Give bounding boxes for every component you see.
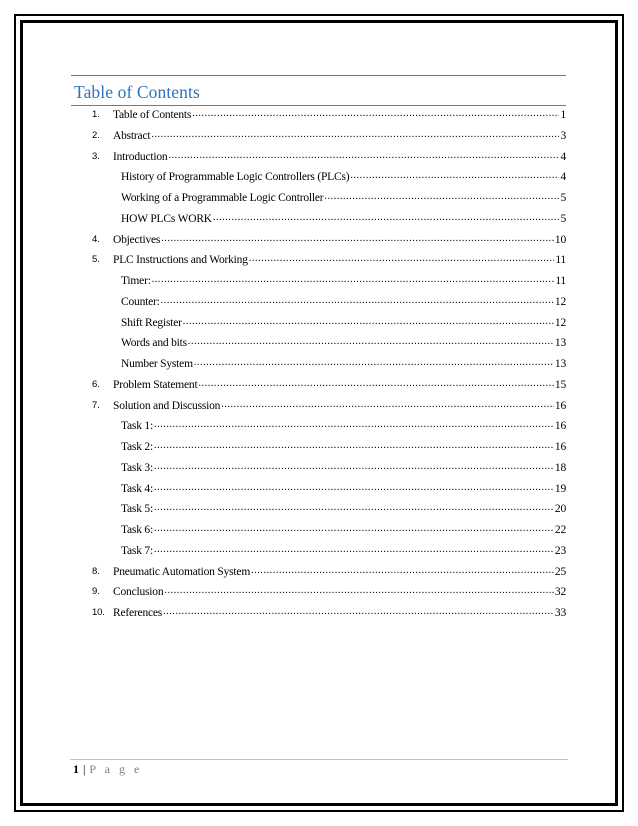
toc-entry[interactable] (121, 545, 566, 565)
toc-entry[interactable] (121, 213, 566, 233)
toc-entry-number: 7. (92, 399, 100, 411)
toc-entry[interactable] (121, 171, 566, 191)
toc-dot-leader (183, 315, 554, 327)
toc-dot-leader (251, 564, 554, 576)
footer-separator: | (83, 762, 86, 776)
toc-entry-title: Introduction (113, 150, 168, 163)
toc-entry-page: 16 (554, 441, 566, 453)
toc-dot-leader (154, 460, 554, 472)
toc-entry[interactable] (121, 337, 566, 357)
toc-entry-title: Task 5: (121, 503, 153, 516)
toc-entry-title: Pneumatic Automation System (113, 565, 251, 578)
toc-entry[interactable] (92, 378, 566, 399)
footer-rule (70, 759, 568, 760)
toc-dot-leader (163, 605, 554, 617)
toc-entry-page: 33 (554, 607, 566, 619)
footer-page-number: 1 (73, 762, 79, 776)
toc-entry-page: 3 (560, 129, 566, 142)
toc-entry-title: Problem Statement (113, 378, 198, 391)
toc-entry[interactable] (121, 483, 566, 503)
toc-entry-number: 2. (92, 129, 100, 141)
toc-entry-title: Table of Contents (113, 109, 192, 121)
toc-dot-leader (151, 128, 559, 140)
toc-dot-leader (164, 584, 554, 596)
toc-entry-number: 10. (92, 607, 105, 618)
toc-entry-number: 1. (92, 109, 100, 120)
toc-heading: Table of Contents (74, 82, 200, 102)
toc-entry-page: 22 (554, 524, 566, 536)
toc-entry-page: 16 (554, 420, 566, 433)
toc-dot-leader (154, 481, 554, 493)
toc-entry[interactable] (121, 275, 566, 295)
footer-page-word: P a g e (89, 762, 143, 776)
toc-entry-number: 8. (92, 565, 100, 577)
toc-entry-title: Solution and Discussion (113, 399, 221, 412)
toc-entry-title: Task 4: (121, 482, 153, 495)
toc-entry-page: 4 (560, 171, 566, 184)
toc-entry[interactable] (121, 192, 566, 212)
toc-dot-leader (192, 107, 559, 119)
toc-dot-leader (154, 439, 554, 451)
toc-entry[interactable] (121, 462, 566, 482)
toc-entry-title: Conclusion (113, 586, 164, 599)
title-top-rule (71, 75, 566, 76)
toc-entry-title: Abstract (113, 129, 151, 142)
toc-entry-page: 32 (554, 586, 566, 599)
toc-dot-leader (249, 252, 555, 264)
toc-entry-page: 11 (555, 254, 566, 267)
toc-entry-number: 5. (92, 254, 100, 266)
toc-entry-title: Words and bits (121, 337, 187, 350)
toc-entry[interactable] (121, 441, 566, 461)
toc-entry-page: 16 (554, 399, 566, 412)
toc-entry-page: 11 (555, 275, 566, 287)
toc-entry[interactable] (92, 254, 566, 274)
toc-entry-number: 4. (92, 233, 100, 245)
title-bottom-rule (71, 105, 566, 106)
toc-dot-leader (168, 149, 559, 161)
toc-dot-leader (350, 169, 559, 181)
toc-dot-leader (213, 211, 560, 223)
toc-entry-title: HOW PLCs WORK (121, 212, 212, 225)
toc-entry-page: 5 (560, 212, 566, 225)
toc-entry-page: 1 (560, 109, 566, 121)
toc-entry-page: 20 (554, 503, 566, 516)
toc-dot-leader (161, 294, 554, 306)
toc-entry-title: Task 2: (121, 441, 153, 453)
toc-entry-title: References (113, 607, 163, 619)
toc-entry-title: Task 1: (121, 420, 153, 433)
toc-entry-page: 10 (554, 233, 566, 246)
toc-entry-title: Number System (121, 358, 193, 370)
toc-entry[interactable] (92, 150, 566, 171)
toc-entry-page: 23 (554, 544, 566, 557)
toc-entry[interactable] (92, 399, 566, 420)
toc-entry[interactable] (121, 317, 566, 337)
toc-entry-title: Counter: (121, 295, 160, 308)
toc-entry[interactable] (92, 233, 566, 254)
toc-dot-leader (154, 418, 554, 430)
toc-entry-page: 13 (554, 358, 566, 370)
toc-entry[interactable] (121, 503, 566, 523)
toc-dot-leader (154, 522, 554, 534)
toc-entry[interactable] (92, 109, 566, 129)
toc-dot-leader (194, 356, 554, 368)
toc-entry-page: 19 (554, 482, 566, 495)
toc-entry-title: Shift Register (121, 316, 182, 329)
toc-dot-leader (161, 232, 554, 244)
toc-entry[interactable] (121, 296, 566, 316)
toc-entry-page: 13 (554, 337, 566, 350)
toc-entry[interactable] (92, 607, 566, 627)
toc-entry-title: Objectives (113, 233, 161, 246)
toc-entry-number: 3. (92, 150, 100, 162)
page-footer (73, 762, 142, 777)
toc-entry-number: 6. (92, 378, 100, 390)
toc-entry-page: 25 (554, 565, 566, 578)
toc-dot-leader (154, 501, 554, 513)
toc-entry-title: Timer: (121, 275, 151, 287)
toc-entry-title: Task 7: (121, 544, 153, 557)
toc-entry-page: 12 (554, 295, 566, 308)
toc-dot-leader (198, 377, 553, 389)
toc-entry[interactable] (121, 358, 566, 378)
toc-dot-leader (154, 543, 554, 555)
toc-entry-title: PLC Instructions and Working (113, 254, 248, 267)
toc-entry-page: 15 (554, 378, 566, 391)
toc-dot-leader (152, 273, 555, 285)
toc-entry-title: History of Programmable Logic Controllers (PLCs) (121, 171, 350, 184)
toc-entry-page: 18 (554, 461, 566, 474)
toc-dot-leader (188, 335, 554, 347)
toc-entry[interactable] (121, 420, 566, 440)
toc-entry[interactable] (121, 524, 566, 544)
toc-entry-title: Working of a Programmable Logic Controller (121, 192, 324, 204)
toc-entry-page: 5 (560, 192, 566, 204)
toc-entry-number: 9. (92, 586, 100, 598)
toc-entry-title: Task 3: (121, 461, 153, 474)
toc-entry[interactable] (92, 586, 566, 606)
toc-dot-leader (324, 190, 559, 202)
toc-entry-page: 12 (554, 316, 566, 329)
toc-entry-title: Task 6: (121, 524, 153, 536)
toc-entry[interactable] (92, 565, 566, 586)
toc-entry[interactable] (92, 129, 566, 150)
toc-entry-page: 4 (560, 150, 566, 163)
toc-dot-leader (221, 398, 554, 410)
